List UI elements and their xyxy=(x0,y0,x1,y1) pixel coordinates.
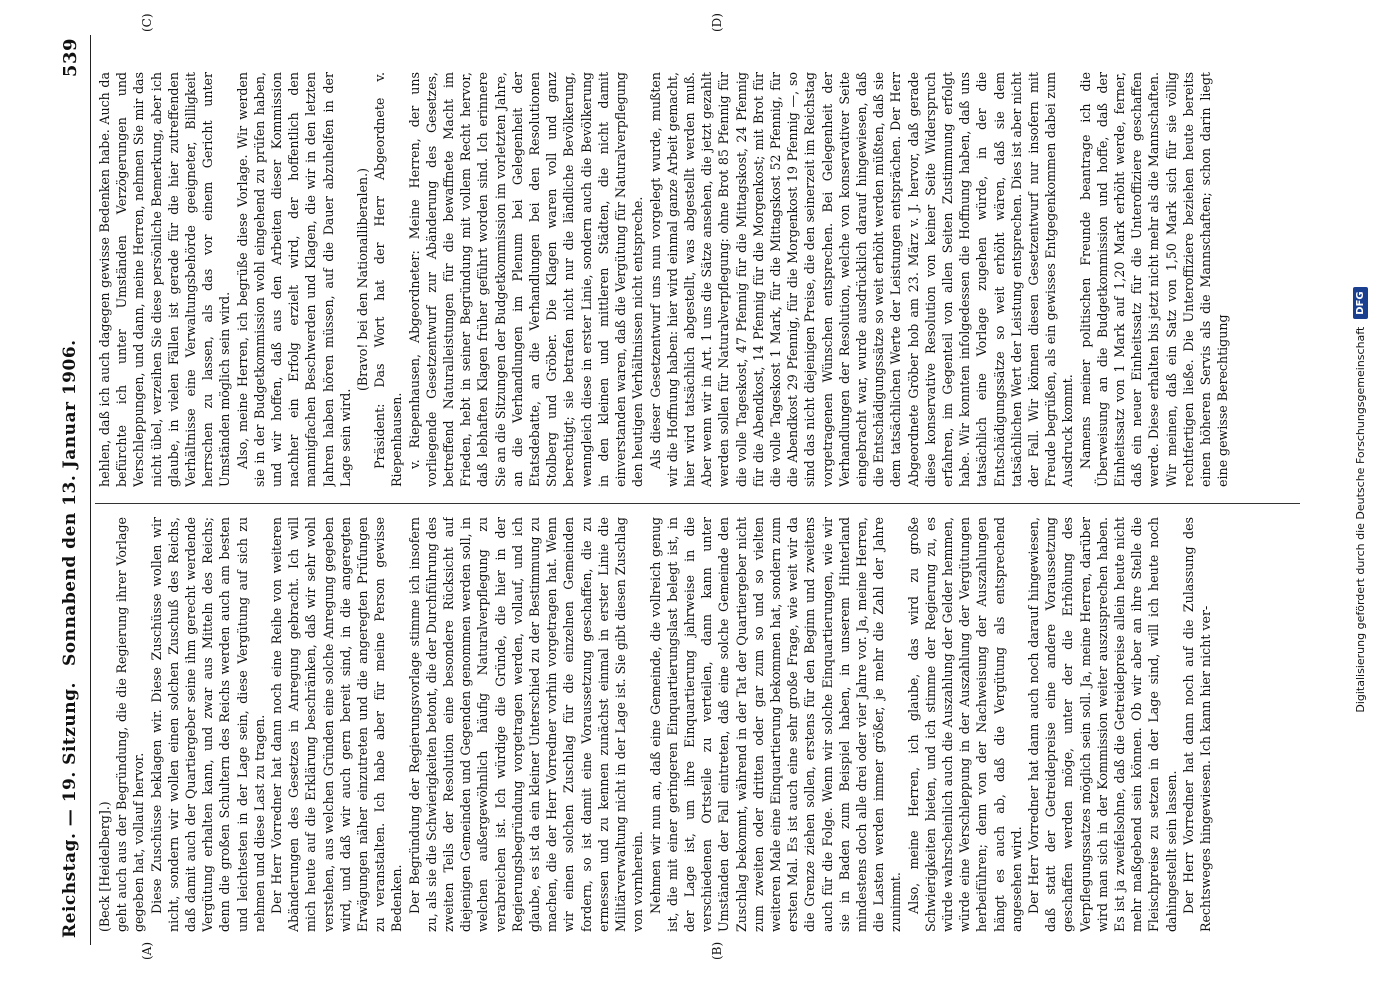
header-date: Sonnabend den 13. Januar 1906. xyxy=(60,339,80,667)
paragraph: Als dieser Gesetzentwurf uns nun vorgelegt wurde, mußten wir die Hoffnung haben: hier wird einmal ganze Arbeit gemacht, hier wird tatsächlich abgestellt, was abgestellt werden muß. Aber wenn wir in Art. 1 uns die Sätze ansehen, die jetzt gezahlt werden sollen für Naturalverpflegung: ohne Brot 85 Pfennig für die volle Tageskost, 47 Pfennig für die Mittagskost, 24 Pfennig für die Abendkost, 14 Pfennig für die Morgenkost; mit Brot für die volle Tageskost 1 Mark, für die Mittagskost 52 Pfennig, für die Abendkost 29 Pfennig, für die Morgenkost 19 Pfennig —, so sind das nicht diejenigen Preise, die den seinerzeit im Reichstag vorgetragenen Wünschen entsprechen. Bei Gelegenheit der Verhandlungen der Resolution, welche von konservativer Seite eingebracht war, wurde ausdrücklich darauf hingewiesen, daß die Entschädigungssätze so weit erhöht werden müßten, daß sie dem tatsächlichen Werte der Leistungen entsprächen. Der Herr Abgeordnete Gröber hob am 23. März v. J. hervor, daß gerade diese konservative Resolution von keiner Seite Widerspruch erfahren, im Gegenteil von allen Seiten Zustimmung erfolgt habe. Wir konnten infolgedessen die Hoffnung haben, daß uns tatsächlich eine Vorlage zugehen würde, in der die Entschädigungssätze so weit erhöht wären, daß sie dem tatsächlichen Wert der Leistung entsprechen. Dies ist aber nicht der Fall. Wir können diesen Gesetzentwurf nur insofern mit Freude begrüßen, als ein gewisses Entgegenkommen dabei zum Ausdruck kommt. xyxy=(647,72,1076,487)
paragraph: Also, meine Herren, ich begrüße diese Vorlage. Wir werden sie in der Budgetkommission wohl eingehend zu prüfen haben, und wir hoffen, daß aus den Arbeiten dieser Kommission nachher ein Erfolg erzielt wird, der hoffentlich den mannigfachen Beschwerden und Klagen, die wir in den letzten Jahren haben hören müssen, auf die Dauer abzuhelfen in der Lage sein wird. xyxy=(234,72,353,487)
page-header xyxy=(52,38,88,938)
page-number: 539 xyxy=(59,38,81,78)
president-statement: Präsident: Das Wort hat der Herr Abgeordnete v. Riepenhausen. xyxy=(372,72,405,487)
paragraph: Der Herr Vorredner hat dann noch auf die Zulassung des Rechtsweges hingewiesen. Ich kann hier nicht ver- xyxy=(1180,517,1213,932)
paragraph: hehlen, daß ich auch dagegen gewisse Bedenken habe. Auch da befürchte ich unter Umständen Verzögerungen und Verschleppungen, und dann, meine Herren, nehmen Sie mir das nicht übel, verzeihen Sie diese persönliche Bemerkung, aber ich glaube, in vielen Fällen ist gerade für die hier zutreffenden Verhältnisse eine Verwaltungsbehörde geeigneter, Billigkeit herrschen zu lassen, als das vor einem Gericht unter Umständen möglich sein wird. xyxy=(97,72,233,487)
column-divider xyxy=(95,503,1300,504)
margin-marker-d: (D) xyxy=(710,13,724,32)
paragraph: Der Herr Vorredner hat dann noch eine Reihe von weiteren Abänderungen des Gesetzes in Anregung gebracht. Ich will mich heute auf die Erklärung beschränken, daß wir sehr wohl verstehen, aus welchen Gründen eine solche Anregung gegeben wird, und daß wir auch gern bereit sind, in die angeregten Erwägungen näher einzutreten und die angeregten Prüfungen zu veranstalten. Ich habe aber für meine Person gewisse Bedenken. xyxy=(269,517,405,932)
paragraph: geht auch aus der Begründung, die die Regierung ihrer Vorlage gegeben hat, vollauf hervor. xyxy=(114,517,147,932)
paragraph: Der Begründung der Regierungsvorlage stimme ich insofern zu, als sie die Schwierigkeiten betont, die der Durchführung des zweiten Teils der Resolution eine besondere Rücksicht auf diejenigen Gemeinden und Gegenden genommen werden soll, in welchen außergewöhnlich häufig Naturalverpflegung zu verabreichen ist. Ich würdige die Gründe, die hier in der Regierungsbegründung vorgetragen werden, vollauf, und ich glaube, es ist da ein kleiner Unterschied zu der Bestimmung zu machen, die der Herr Vorredner vorhin vorgetragen hat. Wenn wir einen solchen Zuschlag für die einzelnen Gemeinden fordern, so ist damit eine Voraussetzung geschaffen, die zu ermessen und zu kennen zunächst einmal in erster Linie die Militärverwaltung nicht in der Lage ist. Sie gibt diesen Zuschlag von vornherein. xyxy=(406,517,646,932)
margin-marker-b: (B) xyxy=(710,941,724,960)
header-session: Reichstag. — 19. Sitzung. xyxy=(60,682,80,938)
paragraph: Namens meiner politischen Freunde beantrage ich die Überweisung an die Budgetkommission und hoffe, daß der Einheitssatz von 1 Mark auf 1,20 Mark erhöht werde, ferner, daß ein neuer Einheitssatz für die Unteroffiziere geschaffen werde. Diese erhalten bis jetzt nicht mehr als die Mannschaften. Wir meinen, daß ein Satz von 1,50 Mark sich für sie völlig rechtfertigen ließe. Die Unteroffiziere beziehen heute bereits einen höheren Servis als die Mannschaften; schon darin liegt eine gewisse Berechtigung xyxy=(1077,72,1231,487)
paragraph: Also, meine Herren, ich glaube, das wird zu große Schwierigkeiten bieten, und ich stimme der Regierung zu, es würde wahrscheinlich auch die Auszahlung der Gelder hemmen, würde eine Verschleppung in der Auszahlung der Vergütungen herbeiführen; denn von der Nachweisung der Auszahlungen hängt es auch ab, daß die Vergütung als entsprechend angesehen wird. xyxy=(905,517,1024,932)
margin-marker-a: (A) xyxy=(140,941,154,960)
margin-marker-c: (C) xyxy=(140,13,154,32)
paragraph: Nehmen wir nun an, daß eine Gemeinde, die vollreich genug ist, die mit einer geringeren Einquartierungslast belegt ist, in der Lage ist, um ihre Einquartierung jahrweise in die verschiedenen Ortsteile zu verteilen, dann kann unter Umständen der Fall eintreten, daß eine solche Gemeinde den Zuschlag bekommt, während in der Tat der Quartiergeber nicht zum zweiten oder dritten oder gar zum so und so vielten weiteren Male eine Einquartierung bekommen hat, sondern zum ersten Mal. Es ist auch eine sehr große Frage, wie weit wir da die Grenze ziehen sollen, erstens für den Beginn und zweitens auch für die Folge. Wenn wir solche Einquartierungen, wie wir sie in Baden zum Beispiel haben, in unserem Hinterland mindestens doch alle drei oder vier Jahre vor. Ja, meine Herren, die Lasten werden immer größer, je mehr die Zahl der Jahre zunimmt. xyxy=(647,517,904,932)
footer-credit xyxy=(1345,0,1375,1000)
paragraph: Der Herr Vorredner hat dann auch noch darauf hingewiesen, daß statt der Getreidepreise eine andere Voraussetzung geschaffen werden möge, unter der die Erhöhung des Verpflegungssatzes möglich sein soll. Ja, meine Herren, darüber wird man sich in der Kommission weiter auszusprechen haben. Es ist ja zweifelsohne, daß die Getreidepreise allein heute nicht mehr maßgebend sein können. Ob wir aber an ihre Stelle die Fleischpreise zu setzen in der Lage sind, will ich heute noch dahingestellt sein lassen. xyxy=(1025,517,1179,932)
paragraph: Diese Zuschüsse beklagen wir. Diese Zuschüsse wollen wir nicht, sondern wir wollen einen solchen Zuschuß des Reichs, daß damit auch der Quartiergeber seine ihm gerecht werdende Vergütung erhalten kann, und zwar aus Mitteln des Reichs; denn die großen Schultern des Reichs werden auch am besten und leichtesten in der Lage sein, diese Vergütung auf sich zu nehmen und diese Last zu tragen. xyxy=(148,517,267,932)
speaker-tag: (Beck [Heidelberg].) xyxy=(97,801,112,932)
header-rule xyxy=(90,35,91,945)
right-column xyxy=(96,72,1296,487)
paragraph: v. Riepenhausen, Abgeordneter: Meine Herren, der uns vorliegende Gesetzentwurf zur Abänderung des Gesetzes, betreffend Naturalleistungen für die bewaffnete Macht im Frieden, hebt in seiner Begründung mit vollem Recht hervor, daß lebhaften Klagen früher geführt worden sind. Ich erinnere Sie an die Sitzungen der Budgetkommission im vorletzten Jahre, an die Verhandlungen im Plenum bei Gelegenheit der Etatsdebatte, an die Verhandlungen bei den Resolutionen Stolberg und Gröber. Die Klagen waren voll und ganz berechtigt; sie betrafen nicht nur die ländliche Bevölkerung, wenngleich diese in erster Linie, sondern auch die Bevölkerung in den kleinen und mittleren Städten, die nicht damit einverstanden waren, daß die Vergütung für Naturalverpflegung den heutigen Verhältnissen nicht entspreche. xyxy=(406,72,646,487)
left-column xyxy=(96,517,1296,932)
dfg-logo: DFG xyxy=(1353,287,1368,318)
applause-note: (Bravo! bei den Nationalliberalen.) xyxy=(355,167,371,392)
credit-text: Digitalisierung gefördert durch die Deutsche Forschungsgemeinschaft xyxy=(1353,326,1367,713)
